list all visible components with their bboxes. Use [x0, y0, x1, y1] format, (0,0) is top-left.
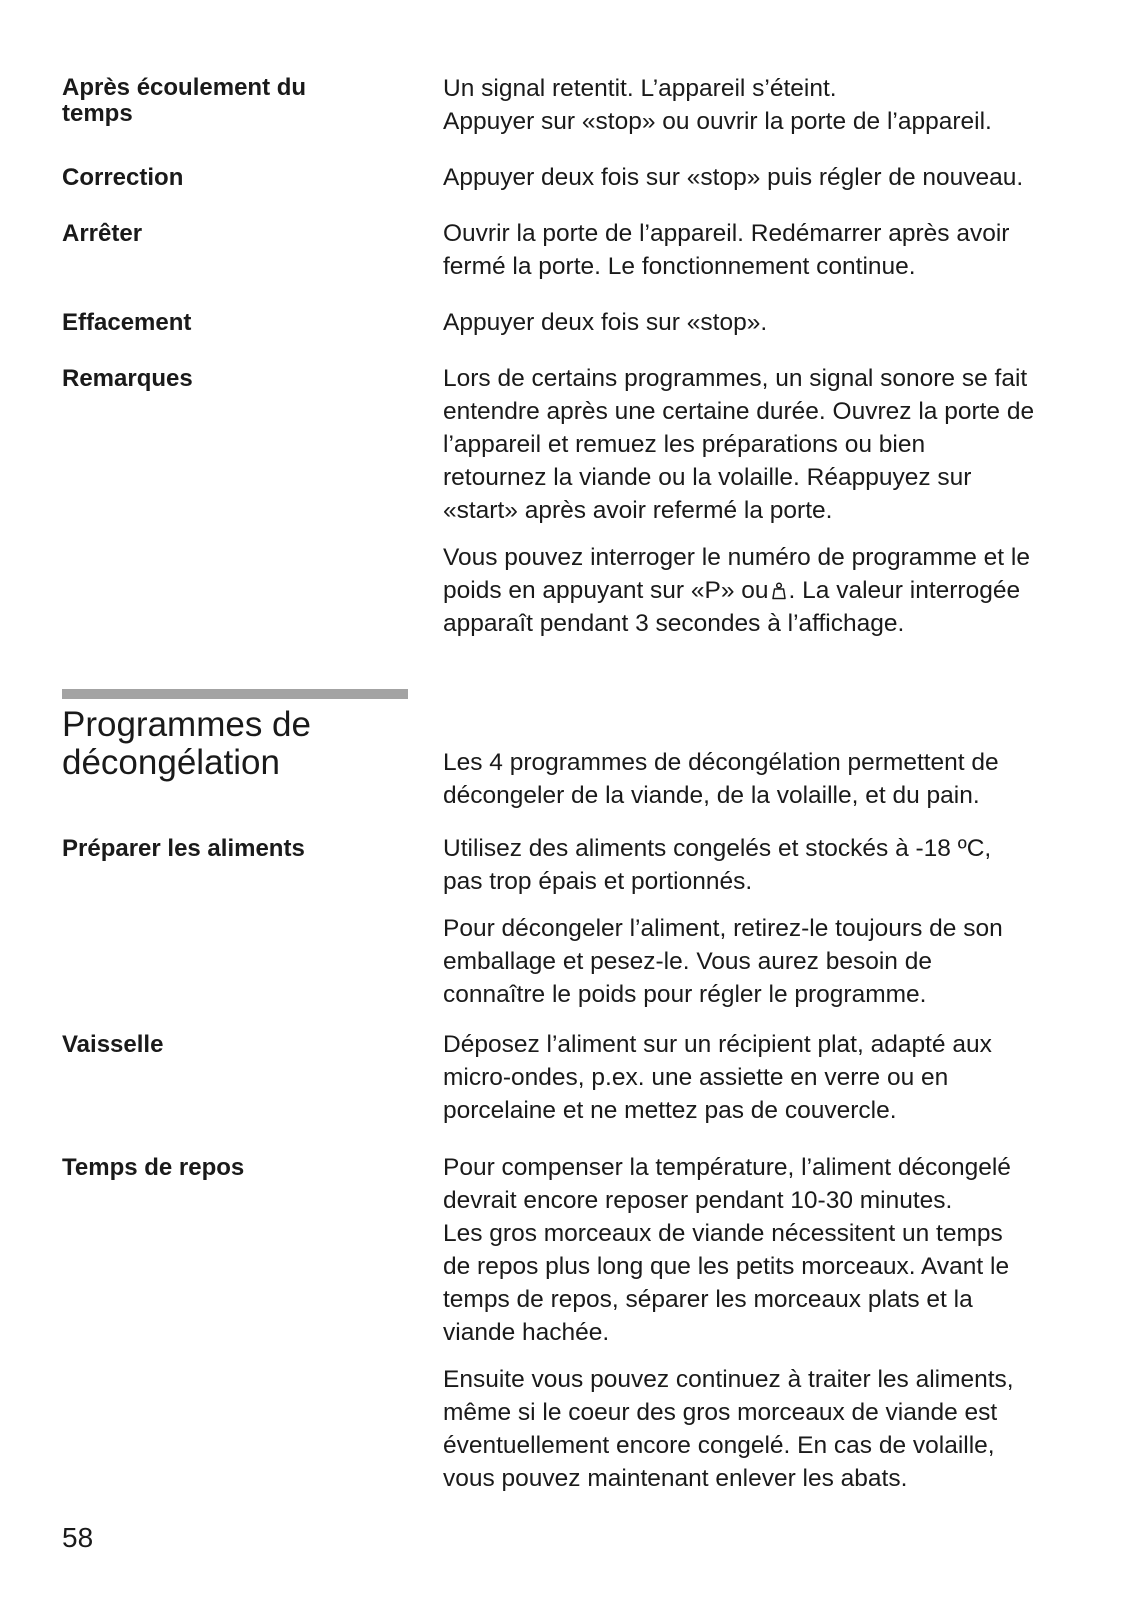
paragraph: Lors de certains programmes, un signal sonore se fait entendre après une certaine durée. Ouvrez la porte de l’appareil et remuez les préparations ou bien retournez la viande ou la volaille. Réappuyez sur «start» après avoir refermé la porte.	[443, 365, 1035, 524]
text-arreter	[443, 217, 1093, 283]
section-rule	[62, 689, 408, 699]
weight-icon	[772, 576, 786, 594]
paragraph-part: . La valeur interrogée apparaît pendant 3 secondes à l’affichage.	[443, 577, 1021, 637]
label-temps-repos: Temps de repos	[62, 1154, 245, 1181]
section-intro	[443, 746, 1093, 812]
paragraph: Un signal retentit. L’appareil s’éteint. Appuyer sur «stop» ou ouvrir la porte de l’appareil.	[443, 75, 992, 135]
section-title: Programmes de décongélation	[62, 705, 311, 782]
label-effacement: Effacement	[62, 309, 192, 336]
paragraph: Déposez l’aliment sur un récipient plat, adapté aux micro-ondes, p.ex. une assiette en verre ou en porcelaine et ne mettez pas de couvercle.	[443, 1031, 992, 1124]
label-correction: Correction	[62, 164, 184, 191]
paragraph-with-icon	[443, 541, 1093, 640]
label-arreter: Arrêter	[62, 220, 143, 247]
label-vaisselle: Vaisselle	[62, 1031, 164, 1058]
paragraph-part: Vous pouvez interroger le numéro de programme et le poids en appuyant sur «P» ou	[443, 544, 1030, 604]
paragraph: Utilisez des aliments congelés et stockés à -18 ºC, pas trop épais et portionnés.	[443, 835, 992, 895]
label-preparer-aliments: Préparer les aliments	[62, 835, 305, 862]
text-temps-repos	[443, 1151, 1093, 1495]
text-apres-ecoulement	[443, 72, 1093, 138]
text-vaisselle	[443, 1028, 1093, 1127]
text-effacement	[443, 306, 1093, 339]
paragraph: Appuyer deux fois sur «stop».	[443, 309, 768, 336]
text-preparer-aliments	[443, 832, 1093, 1011]
text-remarques	[443, 362, 1093, 640]
paragraph: Appuyer deux fois sur «stop» puis régler de nouveau.	[443, 164, 1024, 191]
paragraph: Pour compenser la température, l’aliment décongelé devrait encore reposer pendant 10-30 minutes. Les gros morceaux de viande nécessitent un temps de repos plus long que les petits morceaux. Avant le temps de repos, séparer les morceaux plats et la viande hachée.	[443, 1154, 1011, 1346]
paragraph: Ouvrir la porte de l’appareil. Redémarrer après avoir fermé la porte. Le fonctionnement continue.	[443, 220, 1010, 280]
label-apres-ecoulement: Après écoulement du temps	[62, 74, 307, 127]
paragraph: Ensuite vous pouvez continuez à traiter les aliments, même si le coeur des gros morceaux de viande est éventuellement encore congelé. En cas de volaille, vous pouvez maintenant enlever les abats.	[443, 1366, 1014, 1492]
paragraph: Les 4 programmes de décongélation permettent de décongeler de la viande, de la volaille, et du pain.	[443, 749, 999, 809]
label-remarques: Remarques	[62, 365, 193, 392]
paragraph: Pour décongeler l’aliment, retirez-le toujours de son emballage et pesez-le. Vous aurez besoin de connaître le poids pour régler le programme.	[443, 915, 1003, 1008]
page-number: 58	[62, 1522, 94, 1553]
text-correction	[443, 161, 1093, 194]
